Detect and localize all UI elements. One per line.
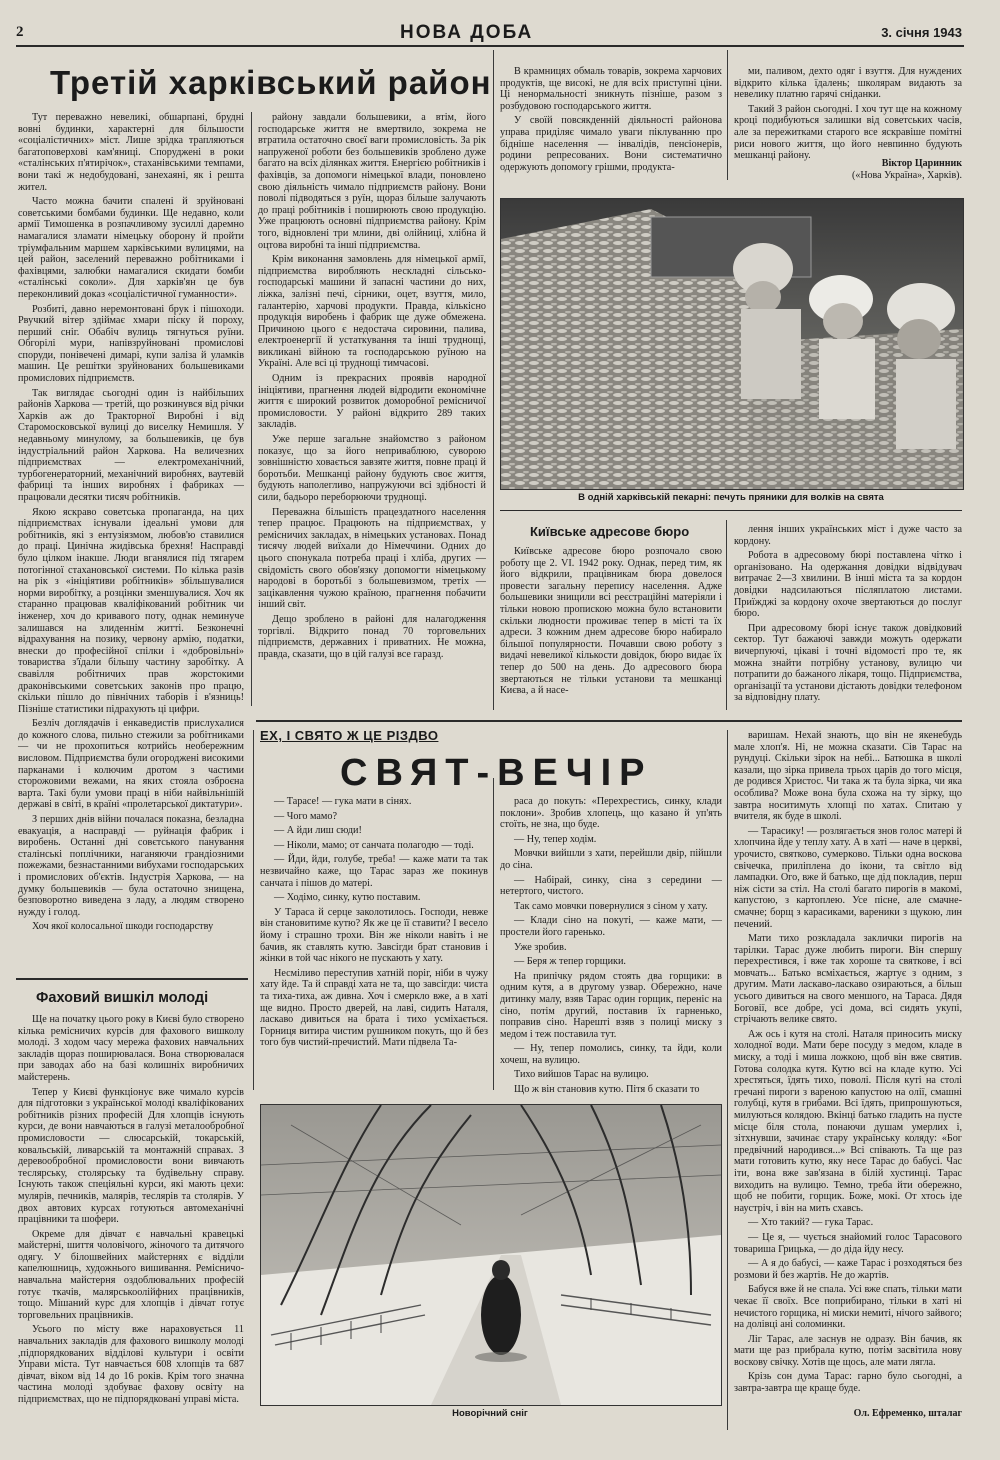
paragraph: Київське адресове бюро розпочало свою роботу ще 2. VI. 1942 року. Однак, перед тим, як його відкрили, працівникам бюра довелося провести загальну перепису населення. Адже большевики знищили всі реєстраційні матеріяли і тільки новою пропискою можна було встановити скільки людности проживає тепер в місті та їх адреси. З кожним днем адресове бюро набирало більшої популярности. Почавши свою роботу з видачі невеликої кількости довідок, бюро видає їх тепер до 500 на день. До адресового бюра звертаються не тільки установи та мешканці Києва, а й насе- (500, 546, 722, 697)
story-signature: Ол. Ефременко, шталаг (853, 1408, 962, 1419)
story-headline: СВЯТ-ВЕЧІР (340, 752, 653, 794)
paragraph: Крізь сон дума Тарас: гарно було сьогодні, а завтра-завтра ще краще буде. (734, 1371, 962, 1395)
paragraph: Так само мовчки повернулися з сіном у хату. (514, 900, 708, 912)
paragraph: Крім виконання замовлень для німецької армії, підприємства виробляють нескладні сільсько-господарські машини й запасні частини до них, ліжка, залізні печі, сірники, оцет, взуття, мило, галантерію, харчові продукти. Правда, кількісно продукція виробень і фабрик ще дуже обмежена. Причиною цього є недостача сировини, палива, електроенергії й устаткування та інші труднощі, викликані війною та господарською руїною на Україні. Але всі ці труднощі тимчасові. (258, 254, 486, 370)
paragraph: З перших днів війни почалася показна, безладна евакуація, а насправді — руйнація фабрик і виробень. Останні дні совєтського панування сталінські поплічники, наганяючи грандіозними пожежами, безнастанними вибухами господарських і промислових об'єктів. Індустрія Харкова, — на думку большевиків — була остаточно знищена, безповоротно виведена з ладу, а людям створено нужду і голод. (18, 814, 244, 918)
column-rule (493, 50, 494, 710)
paragraph: Ліг Тарас, але заснув не одразу. Він бачив, як мати ще раз прибрала кутю, потім засвітила нову воскову свічку. Хотів ще щось, але мати лягла. (734, 1333, 962, 1368)
paragraph: Розбиті, давно неремонтовані брук і пішоходи. Рвучкий вітер здіймає хмари піску й пороху, перший сніг. Обабіч вулиць тягнуться руїни. Обгорілі мури, напівзруйновані промислові споруди, понівечені димарі, купи заліза й уламків машин. Це решітки зруйнованих большевиками промислових підприємств. (18, 303, 244, 385)
paragraph: Бабуся вже й не спала. Усі вже спать, тільки мати чекає її своїх. Все поприбирано, тільки в хаті ні нечистого горщика, ні миски немиті, нічого зайвого; на долівці ані соломинки. (734, 1284, 962, 1331)
paragraph: Тепер у Києві функціонує вже чимало курсів для підготовки з української молоді кваліфікованих робітників різних професій Для хлопців існують курси, де вони навчаються в галузі металообробної промисловости — слюсарській, токарській, ковальській, ливарській та монтажній справах. З деревообробної промисловости вони вивчають теслярську, столярську та будівельну справу. Існують також спеціяльні курси, які мають цехи: мулярів, печників, малярів, теслярів та столярів. У двох автових курсах готуються автомеханічні працівники та шофери. (18, 1086, 244, 1226)
section-rule (16, 978, 248, 980)
bakery-photo-image (501, 199, 963, 489)
story-kicker: ЕХ, І СВЯТО Ж ЦЕ РІЗДВО (260, 728, 439, 743)
paragraph: Аж ось і кутя на столі. Наталя приносить миску холодної води. Мати бере посуду з медом, кладе в миску, а тоді і миша ложкою, щоб він вже святив. Готова солодка кутя. Кутю всі на кладе кутю. Усі хрестяться, їдять тихо, поволі. Після куті на столі гречані пироги з вареною капустою на олії, смашні голубці, кутя в грибами. Всі їдять, припрошуються, милуються колядою. Вкінці батько гладить на пусте місце біля стола, понаючи душам умерлих і, зітхнувши, зачинає стару українську коляду: «Бог предвічний народився...» Всі співають. Та ще раз мати готовить кутю, яку несе Тарас до бабусі. Час іти, вона вже зав'язана в білій хустинці. Тарас виходить на вулицю. Темно, треба йти обережно, щоб не побити, горщик. Боже, мокі. От хтось іде наустріч, і він на мить схавсь. (734, 1028, 962, 1214)
paragraph: — Хто такий? — гука Тарас. (748, 1217, 874, 1229)
training-column (18, 1014, 244, 1430)
article-column (18, 112, 244, 974)
masthead-rule (16, 45, 964, 47)
paragraph: Мовчки вийшли з хати, перейшли двір, пійшли до сіна. (500, 848, 722, 871)
paragraph: району завдали большевики, а втім, його господарське життя не вмертвило, зокрема не втратила остаточно своєї ваги промисловість. За рік напруженої роботи без большевиків зроблено дуже багато на всіх ділянках життя. Енергією робітників і фахівців, за допомоги німецької влади, поновлено свою діяльність чимало підприємств району. Вони поволі підводяться з руїн, щораз більше залучають до праці робітників і поширюють свою продукцію. Уже працюють основні підприємства району. Крім того, відновлені три млини, дві олійниці, хлібна й оцтова виробні та інші підприємства. (258, 112, 486, 251)
paragraph: Переважна більшість працездатного населення тепер працює. Працюють на підприємствах, у ремісничих закладах, в німецьких установах. Понад тисячу людей виїхали до Німеччини. Одних до цього спонукала потреба праці і хліба, других — свідомість свого обов'язку допомогти німецькому народові в боротьбі з большевизмом, третіх — зацікавлення чужою країною, прагнення побачити інший світ. (258, 506, 486, 611)
column-rule (253, 730, 254, 1090)
paragraph: Тут переважно невеликі, обшарпані, брудні вовні будинки, характерні для більшости «соціалістичних» міст. Лише зрідка трапляються багатоповерхові кам'яниці. Споруджені в роки «сталінських п'ятирічок», стаханівськими темпами, вони такі ж недобудовані, занехаяні, як і решта жител. (18, 112, 244, 193)
paragraph: варишам. Нехай знають, що він не якенебудь мале хлоп'я. Ні, не можна сказати. Сів Тарас на рундуці. Скільки зірок на небі... Батюшка в школі казали, що зірка привела трьох царів до того місця, де родився Христос. Чи така ж та була зірка, чи яка особлива? Може вона була схожа на ту зірку, що завтра носитимуть хлопці по хатах. Спитаю у вчителя, як буде в школі. (734, 730, 962, 823)
story-column (260, 796, 488, 1078)
article-title: Третій харківський район (50, 64, 492, 101)
paragraph: У своїй повсякденній діяльності районова управа приділяє чимало уваги піклуванню про бідніше населення — інвалідів, пенсіонерів, родини репресованих. Вони систематично одержують допомогу грішми, продукта- (500, 115, 722, 173)
paragraph: — Клади сіно на покуті, — каже мати, — простели його гаренько. (500, 915, 722, 938)
paragraph: Робота в адресовому бюрі поставлена чітко і організовано. На одержання довідки відвідувач витрачає 2—3 хвилини. В інші міста та за кордон довідки надсилаються післяплатою листами. Приїжджі за кордону охоче звертаються до послуг бюро. (734, 550, 962, 620)
paragraph: — Йди, йди, голубе, треба! — каже мати та так незвичайно каже, що Тарас зараз же покинув санчата і пішов до матері. (260, 854, 488, 889)
paragraph: При адресовому бюрі існує також довідковий сектор. Тут бажаючі завжди можуть одержати вичерпуючі, цікаві і точні відомості про те, як можна знайти потрібну установу, вулицю чи потрапити до бажаного лікаря, тощо. Підприємства, організації та установи дістають довідки телефоном за відповідну плату. (734, 622, 962, 704)
paper-name: НОВА ДОБА (400, 22, 534, 43)
paragraph: — Це я, — чується знайомий голос Тарасового товариша Грицька, — до діда йду несу. (734, 1231, 962, 1255)
article-signature (734, 158, 962, 182)
paragraph: лення інших українських міст і дуже часто за кордону. (734, 524, 962, 547)
paragraph: Уже перше загальне знайомство з районом показує, що за його неприваблюю, суворою зовнішністю ховається завзяте життя, повне праці й боротьби. Мешканці району будують своє життя, будують наполегливо, напружуючи всі здібності й сили, бадьоро переборюючи труднощі. (258, 434, 486, 503)
paragraph: Усього по місту вже нараховується 11 навчальних закладів для фахового вишколу молоді ,підпорядкованих відділові культури і освіти Управи міста. Тут навчається 608 хлопців та 687 дівчат, віком від 14 до 16 років. Крім того значна частина молоді здобуває фахову освіту на підприємствах, що не підпорядковані управі міста. (18, 1324, 244, 1405)
page-number: 2 (16, 24, 24, 40)
paragraph: Тихо вийшов Тарас на вулицю. (514, 1069, 649, 1081)
snow-photo (260, 1104, 722, 1406)
paragraph: В крамницях обмаль товарів, зокрема харчових продуктів, ще високі, не для всіх приступні ціни. Ці ненормальності зникнуть пізніше, разом з розбудовою господарського життя. (500, 66, 722, 112)
paragraph: — Чого мамо? (274, 810, 337, 822)
article-column (734, 66, 962, 162)
paragraph: Такий З район сьогодні. І хоч тут ще на кожному кроці подибуються залишки від советських часів, але за пережитками старого все яскравіше помітні риси нового життя, що його невпинно будують мешканці району. (734, 103, 962, 162)
bureau-title: Київське адресове бюро (530, 524, 690, 539)
paragraph: Якою яскраво советська пропаганда, на цих підприємствах існували ідеальні умови для робітників, які з ентузіязмом, любов'ю ставилися до праці. Цинічна жидівська брехня! Насправді було цілком інакше. Люди вганялися під тягарем потогінної стахановської системи. По кілька разів на рік з «ініціятиви робітників» збільшувалися норми виробітку, а розцінки зменшувалися. Хоч як старанно працював кваліфікований робітник чи інженер, хоч до кривавого поту, однак неминуче залишався на злиденнім житті. Безконечні відрахування на позику, червону армію, податки, внески до професійної спілки і «добровільні» товариства з'їдали більшу частину заробітку. А свавілля робітничих прав жорстокими драконівськими советських законів про працю, скільки пішло до північних таборів і в'язниць! Пізніше статистики підрахують ці цифри. (18, 506, 244, 715)
paragraph: Дещо зроблено в районі для налагодження торгівлі. Відкрито понад 70 торговельних підприємств, державних і приватних. Не можна, правда, сказати, що в цій галузі все гаразд. (258, 613, 486, 660)
bakery-photo-caption: В одній харківській пекарні: печуть пряники для волків на свята (578, 492, 884, 503)
paragraph: ми, паливом, дехто одяг і взуття. Для нуждених відкрито кілька їдалень; школярам видають за невелику платню гарячі сніданки. (734, 66, 962, 101)
paragraph: — Набірай, синку, сіна з середини — нетертого, чистого. (500, 874, 722, 898)
bureau-column (734, 524, 962, 710)
paragraph: — Беря ж тепер горщики. (514, 956, 626, 968)
paragraph: Що ж він становив кутю. Пітя б сказати то (514, 1084, 700, 1096)
section-rule (500, 510, 962, 511)
paragraph: На припічку рядом стоять два горщики: в одним кутя, а в другому узвар. Обережно, наче дитинку малу, взяв Тарас один горщик, переніс на сіно, потім другий, поставив їх гарненько, поправив сіно. Нарешті взяв з полиці миску з медом і теж поставила тут. (500, 970, 722, 1040)
snow-photo-image (261, 1105, 721, 1405)
paragraph: Хоч якої колосальної шкоди господарству (32, 921, 214, 933)
author-name: Віктор Царинник (881, 158, 962, 169)
issue-date: 3. січня 1943 (881, 25, 962, 40)
bakery-photo (500, 198, 964, 490)
paragraph: — А йди лиш сюди! (274, 825, 362, 837)
article-column (258, 112, 486, 708)
paragraph: — Ніколи, мамо; от санчата полагодю — тоді. (274, 839, 474, 851)
paragraph: Несміливо переступив хатній поріг, ніби в чужу хату йде. Та й справді хата не та, що завсігди: чиста та тиха-тиха, аж дивна. Хоч і смеркло вже, а в хаті ще видно. Просто дверей, на лаві, сидить Наталя, ласкаво дивиться на брата і тихо усміхається. Горниця витира чистим рушником покуть, що й без того був чистий-пречистий. Мати підвела Та- (260, 967, 488, 1049)
article-column (500, 66, 722, 190)
paragraph: Мати тихо розкладала заклички пирогів на тарілки. Тарас дуже любить пироги. Він спершу перехрестився, і вже так хороше та святкове, і всі мовчать... Батько всміхається, жартує з одним, з другим. Мати ласкаво-ласкаво озираються, а більш усього дивиться на свого меншого, на Тараса. Дядя Боговії, все добре, усі дома, всі сидять укупі, стрічають велике свято. (734, 933, 962, 1026)
paragraph: Так виглядає сьогодні один із найбільших районів Харкова — третій, що розкинувся від річки Харків аж до Тракторної Виробні і від Старомосковської вулиці до виселку Немишля. У недавньому минулому, за большевиків, це був індустріальний район Харкова. На величезних підприємствах — електромеханічний, турбогенераторний, механічний виробнях, ваутевій фабриці та інших виробнях і фабриках — працювали десятки тисяч робітників. (18, 387, 244, 503)
paragraph: Окреме для дівчат є навчальні кравецькі майстерні, шиття чоловічого, жіночого та дитячого одягу. У білошвейних майстернях є відділи капелюшниць, художнього вишивання. Ремісничо-навчальна майстерня оздоблювальних професій готує ткачів, малярськоолійфних працівників, тощо. Мішаний курс для хлопців і дівчат готує торговельних працівників. (18, 1228, 244, 1321)
paragraph: — Тарасику! — розлягається знов голос матері й хлопчина йде у теплу хату. А в хаті — наче в церкві, урочисто, святково, сумерково. Тільки одна воскова свічечка, приліплена до ікони, та світло від лампадки. Ого, вже й батько, ще дід покладив, перш ніж сісти за стіл. На столі багато пирогів в макомі, капустою, з картоплею. Усе пісне, але смачне-смачне; борщ з карасиками, вареники з щукою, лин печений. (734, 825, 962, 930)
paragraph: Одним із прекрасних проявів народної ініціятиви, прагнення людей відродити економічне життя є широкий розвиток доморобної ремісничої промисловости. У районі відкрито 289 таких закладів. (258, 373, 486, 431)
section-rule (256, 720, 962, 722)
paragraph: Уже зробив. (514, 941, 567, 953)
paragraph: — Ну, тепер ходім. (514, 833, 597, 845)
column-rule (726, 520, 727, 710)
paragraph: — Ходімо, синку, кутю поставим. (274, 892, 421, 904)
paragraph: Ще на початку цього року в Києві було створено кілька ремісничих курсів для фахового вишколу молоді. З ходом часу мережа фахових навчальних закладів щораз поширювалася. Вона створювалася при заводах або на базі колишніх виробничих майстерень. (18, 1014, 244, 1083)
paragraph: — Тарасе! — гука мати в сінях. (274, 796, 412, 807)
story-column (500, 796, 722, 1096)
author-source: («Нова Україна», Харків). (852, 170, 962, 181)
paragraph: Часто можна бачити спалені й зруйновані советськими бомбами будинки. Ще недавно, коли армії Тимошенка в розпачливому зусиллі даремно намагалися зламати німецьку оборону й пройти тріумфальним маршем харківськими вулицями, на цей район, заселений переважно робітниками і фахівцями, залюбки намагалися скидати бомби «сталінські соколи». Для харків'ян це був переконливий доказ «соціалістичної гуманности». (18, 196, 244, 300)
column-rule (727, 50, 728, 180)
snow-photo-caption: Новорічний сніг (452, 1408, 528, 1419)
paragraph: Безліч доглядачів і енкаведистів прислухалися до кожного слова, пильно стежили за робітниками — чи не прохопиться котрийсь необережним висловом. Підприємства були огороджені високими парканами і колючим дротом з частими сторожовими вежами, на яких стояла озброєна варта. Такі були умови праці в ніби найвільнішій державі в світі, в країні «пролетарської диктатури». (18, 718, 244, 811)
column-rule (251, 112, 252, 706)
story-column (734, 730, 962, 1402)
paragraph: раса до покуть: «Перехрестись, синку, клади поклони». Зробив хлопець, що казано й уп'ять стоїть, не зна, що буде. (500, 796, 722, 831)
column-rule (727, 730, 728, 1430)
column-rule (493, 778, 494, 1090)
bureau-column (500, 546, 722, 710)
training-title: Фаховий вишкіл молоді (36, 990, 209, 1006)
paragraph: — А я до бабусі, — каже Тарас і розходяться без розмови й без жартів. Не до жартів. (734, 1258, 962, 1281)
paragraph: — Ну, тепер помолись, синку, та йди, коли хочеш, на вулицю. (500, 1043, 722, 1066)
paragraph: У Тараса й серце заколотилось. Господи, невже він становитиме кутю? Як же це її ставити? І весело йому і страшно трохи. Він же ніколи навіть і не бачив, як ставлять кутю. Завсігди брат становив і жінки в той час нікого не пускають у хату. (260, 906, 488, 965)
